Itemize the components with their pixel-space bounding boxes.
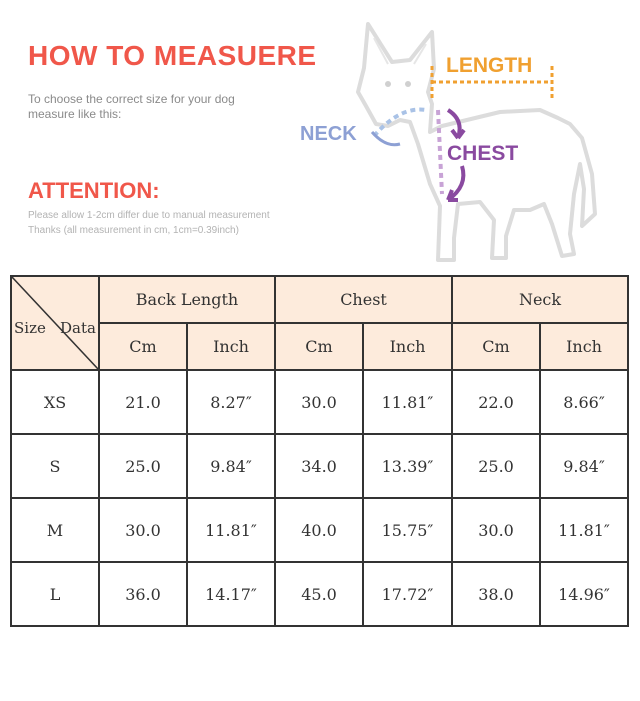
corner-label-data: Data xyxy=(60,319,96,337)
table-cell: 45.0 xyxy=(275,562,363,626)
size-cell: L xyxy=(11,562,99,626)
table-cell: 13.39″ xyxy=(363,434,452,498)
corner-label-size: Size xyxy=(14,319,46,337)
table-cell: 17.72″ xyxy=(363,562,452,626)
table-row xyxy=(11,434,628,498)
table-cell: 9.84″ xyxy=(540,434,628,498)
table-cell: 21.0 xyxy=(99,370,187,434)
attention-heading: ATTENTION: xyxy=(28,178,160,203)
table-cell: 25.0 xyxy=(99,434,187,498)
table-unit-row xyxy=(11,323,628,370)
table-cell: 40.0 xyxy=(275,498,363,562)
group-header-chest: Chest xyxy=(275,276,452,323)
table-cell: 30.0 xyxy=(452,498,540,562)
subtitle-line-2: measure like this: xyxy=(28,107,122,121)
unit-header: Cm xyxy=(452,323,540,370)
table-cell: 11.81″ xyxy=(363,370,452,434)
group-header-neck: Neck xyxy=(452,276,628,323)
size-cell: XS xyxy=(11,370,99,434)
table-cell: 38.0 xyxy=(452,562,540,626)
table-cell: 9.84″ xyxy=(187,434,275,498)
page-title: HOW TO MEASUERE xyxy=(28,40,317,71)
table-row xyxy=(11,370,628,434)
note-line-2: Thanks (all measurement in cm, 1cm=0.39inch) xyxy=(28,225,239,236)
unit-header: Cm xyxy=(275,323,363,370)
unit-header: Inch xyxy=(363,323,452,370)
size-cell: M xyxy=(11,498,99,562)
subtitle xyxy=(28,92,278,122)
unit-header: Cm xyxy=(99,323,187,370)
size-cell: S xyxy=(11,434,99,498)
table-cell: 30.0 xyxy=(99,498,187,562)
table-cell: 25.0 xyxy=(452,434,540,498)
table-row xyxy=(11,562,628,626)
neck-marker xyxy=(374,110,426,136)
size-data-corner-cell xyxy=(11,276,99,370)
dog-eye-left xyxy=(385,81,391,87)
table-cell: 30.0 xyxy=(275,370,363,434)
group-header-back-length: Back Length xyxy=(99,276,275,323)
table-cell: 8.27″ xyxy=(187,370,275,434)
unit-header: Inch xyxy=(187,323,275,370)
table-cell: 22.0 xyxy=(452,370,540,434)
chest-marker xyxy=(438,110,442,194)
dog-eye-right xyxy=(405,81,411,87)
table-cell: 34.0 xyxy=(275,434,363,498)
table-cell: 11.81″ xyxy=(540,498,628,562)
table-cell: 8.66″ xyxy=(540,370,628,434)
unit-header: Inch xyxy=(540,323,628,370)
table-cell: 11.81″ xyxy=(187,498,275,562)
note-line-1: Please allow 1-2cm differ due to manual measurement xyxy=(28,210,270,221)
neck-label: NECK xyxy=(300,123,357,145)
chest-label: CHEST xyxy=(447,142,519,165)
table-cell: 14.96″ xyxy=(540,562,628,626)
subtitle-line-1: To choose the correct size for your dog xyxy=(28,92,235,106)
table-cell: 15.75″ xyxy=(363,498,452,562)
chest-arrow-bottom xyxy=(448,166,463,200)
table-header-row xyxy=(11,276,628,323)
size-chart-table xyxy=(10,275,629,627)
attention-note xyxy=(28,208,318,238)
table-cell: 14.17″ xyxy=(187,562,275,626)
table-cell: 36.0 xyxy=(99,562,187,626)
length-label: LENGTH xyxy=(446,54,533,77)
table-row xyxy=(11,498,628,562)
